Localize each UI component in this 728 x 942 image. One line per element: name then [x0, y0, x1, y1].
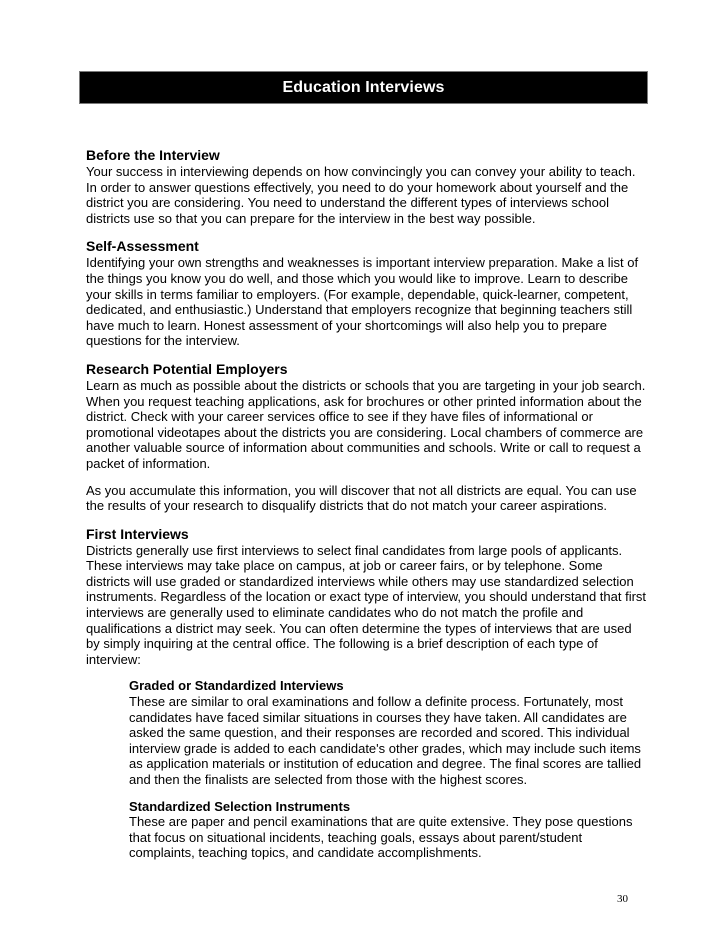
- subsection-heading: Graded or Standardized Interviews: [129, 678, 344, 694]
- document-body: [86, 146, 648, 861]
- section-paragraph: Identifying your own strengths and weaknesses is important interview preparation. Make a list of the things you know you do well, and those which you would like to improve. Learn to describe your skills in terms familiar to employers. (For example, dependable, quick-learner, competent, dedicated, and enthusiastic.) Understand that employers recognize that beginning teachers still have much to learn. Honest assessment of your shortcomings will also help you to prepare questions for the interview.: [86, 255, 639, 349]
- section-before-interview: [86, 146, 648, 226]
- section-heading: Research Potential Employers: [86, 360, 288, 377]
- section-paragraph: Districts generally use first interviews to select final candidates from large pools of applicants. These interviews may take place on campus, at job or career fairs, or by telephone. Some districts will use graded or standardized interviews while others may use standardized selection instruments. Regardless of the location or exact type of interview, you should understand that first interviews are generally used to eliminate candidates who do not match the profile and qualifications a district may seek. You can often determine the types of interviews that are used by simply inquiring at the central office. The following is a brief description of each type of interview:: [86, 542, 647, 667]
- section-first-interviews: [86, 525, 648, 668]
- section-paragraph: Learn as much as possible about the districts or schools that you are targeting in your job search. When you request teaching applications, ask for brochures or other printed information about the district. Check with your career services office to see if they have files of informational or promotional videotapes about the districts you are considering. Local chambers of commerce are another valuable source of information about communities and schools. Write or call to request a packet of information.: [86, 377, 646, 471]
- subsection-heading: Standardized Selection Instruments: [129, 798, 351, 814]
- page-title: Education Interviews: [282, 78, 445, 96]
- subsection-selection-instruments: [129, 799, 649, 861]
- page-number: 30: [617, 893, 628, 905]
- section-self-assessment: [86, 237, 648, 349]
- section-research-employers: [86, 360, 648, 514]
- subsection-graded-interviews: [129, 678, 649, 787]
- section-heading: Self-Assessment: [86, 238, 199, 255]
- subsection-paragraph: These are paper and pencil examinations that are quite extensive. They pose questions that focus on situational incidents, teaching goals, essays about parent/student complaints, teaching topics, and candidate accomplishments.: [129, 814, 633, 861]
- section-paragraph: As you accumulate this information, you will discover that not all districts are equal. You can use the results of your research to disqualify districts that do not match your career aspirations.: [86, 482, 637, 514]
- title-banner: [79, 71, 648, 104]
- section-heading: Before the Interview: [86, 147, 220, 163]
- section-paragraph: Your success in interviewing depends on how convincingly you can convey your ability to teach. In order to answer questions effectively, you need to do your homework about yourself and the district you are considering. You need to understand the different types of interviews school districts use so that you can prepare for the interview in the best way possible.: [86, 164, 636, 226]
- subsection-paragraph: These are similar to oral examinations and follow a definite process. Fortunately, most candidates have faced similar situations in courses they have taken. All candidates are asked the same question, and their responses are recorded and scored. This individual interview grade is added to each candidate's other grades, which may include such items as application materials or institution of education and degree. The final scores are tallied and then the finalists are selected from those with the highest scores.: [129, 694, 642, 787]
- section-heading: First Interviews: [86, 525, 189, 542]
